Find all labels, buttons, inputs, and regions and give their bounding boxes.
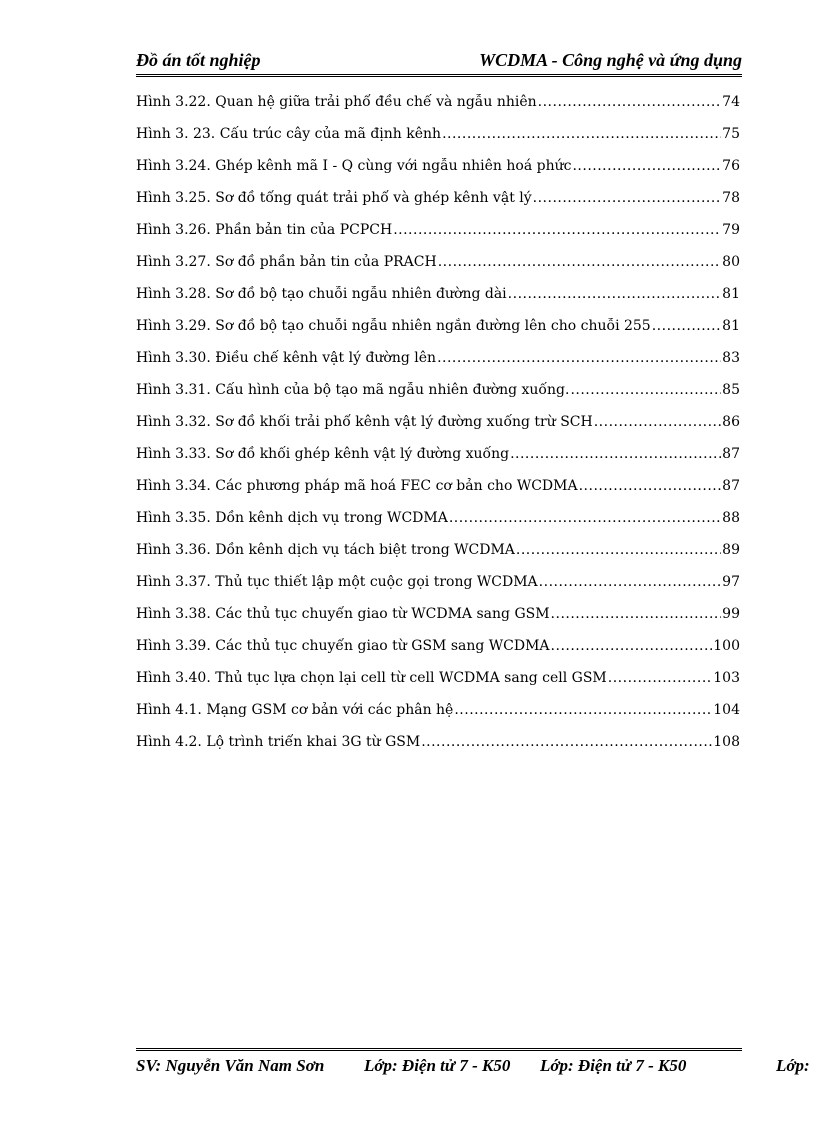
toc-entry-title: Hình 3.31. Cấu hình của bộ tạo mã ngẫu nhiên đường xuống. (136, 382, 570, 398)
toc-leader-dots (539, 574, 722, 590)
toc-entry-page: 86 (722, 414, 740, 430)
toc-entry-title: Hình 3.40. Thủ tục lựa chọn lại cell từ cell WCDMA sang cell GSM (136, 670, 607, 686)
toc-entry-title: Hình 3.24. Ghép kênh mã I - Q cùng với ngẫu nhiên hoá phức (136, 158, 572, 174)
footer-class: Lớp: Điện tử 7 - K50 (540, 1056, 687, 1075)
toc-leader-dots (652, 318, 721, 334)
toc-entry[interactable] (136, 382, 740, 414)
footer-student-name: SV: Nguyễn Văn Nam Sơn (136, 1056, 325, 1075)
toc-leader-dots (510, 446, 721, 462)
toc-entry-page: 80 (722, 254, 740, 270)
toc-entry-title: Hình 3. 23. Cấu trúc cây của mã định kênh (136, 126, 442, 142)
toc-entry-page: 103 (713, 670, 740, 686)
toc-entry[interactable] (136, 158, 740, 190)
toc-leader-dots (538, 94, 722, 110)
toc-entry[interactable] (136, 734, 740, 766)
toc-entry[interactable] (136, 318, 740, 350)
toc-entry[interactable] (136, 126, 740, 158)
toc-leader-dots (449, 510, 721, 526)
toc-entry[interactable] (136, 542, 740, 574)
toc-entry-page: 104 (713, 702, 740, 718)
toc-entry[interactable] (136, 414, 740, 446)
toc-leader-dots (421, 734, 712, 750)
toc-leader-dots (438, 254, 721, 270)
toc-entry-page: 100 (713, 638, 740, 654)
toc-leader-dots (570, 382, 721, 398)
toc-leader-dots (508, 286, 722, 302)
footer-class: Lớp: Điện tử 7 - K50 (364, 1056, 511, 1075)
toc-entry-title: Hình 3.39. Các thủ tục chuyển giao từ GSM sang WCDMA (136, 638, 550, 654)
toc-entry-title: Hình 3.30. Điều chế kênh vật lý đường lên (136, 350, 437, 366)
toc-leader-dots (579, 478, 722, 494)
header-title-right: WCDMA - Công nghệ và ứng dụng (479, 50, 742, 70)
toc-entry-page: 76 (722, 158, 740, 174)
toc-entry[interactable] (136, 606, 740, 638)
page-header (136, 48, 742, 77)
toc-entry-page: 81 (722, 318, 740, 334)
toc-entry[interactable] (136, 286, 740, 318)
toc-entry-page: 87 (722, 446, 740, 462)
toc-entry-title: Hình 3.32. Sơ đồ khối trải phổ kênh vật lý đường xuống trừ SCH (136, 414, 593, 430)
toc-leader-dots (454, 702, 712, 718)
toc-entry[interactable] (136, 638, 740, 670)
toc-entry-title: Hình 3.22. Quan hệ giữa trải phổ đều chế và ngẫu nhiên (136, 94, 537, 110)
toc-entry[interactable] (136, 254, 740, 286)
table-of-figures (136, 94, 740, 766)
toc-entry-page: 108 (713, 734, 740, 750)
toc-leader-dots (551, 606, 722, 622)
toc-entry-page: 81 (722, 286, 740, 302)
footer-rule (136, 1048, 742, 1054)
toc-entry-page: 97 (722, 574, 740, 590)
toc-entry[interactable] (136, 574, 740, 606)
toc-entry-title: Hình 3.37. Thủ tục thiết lập một cuộc gọi trong WCDMA (136, 574, 538, 590)
toc-entry-page: 74 (722, 94, 740, 110)
toc-entry-page: 85 (722, 382, 740, 398)
page-footer (136, 1048, 816, 1078)
toc-entry-title: Hình 3.26. Phần bản tin của PCPCH (136, 222, 393, 238)
toc-entry-title: Hình 3.27. Sơ đồ phần bản tin của PRACH (136, 254, 437, 270)
toc-leader-dots (516, 542, 721, 558)
toc-entry-title: Hình 3.33. Sơ đồ khối ghép kênh vật lý đường xuống (136, 446, 510, 462)
toc-entry-page: 78 (722, 190, 740, 206)
toc-leader-dots (393, 222, 721, 238)
toc-entry-title: Hình 4.2. Lộ trình triển khai 3G từ GSM (136, 734, 421, 750)
toc-leader-dots (533, 190, 722, 206)
toc-entry-page: 87 (722, 478, 740, 494)
toc-entry[interactable] (136, 446, 740, 478)
toc-entry[interactable] (136, 94, 740, 126)
toc-entry[interactable] (136, 190, 740, 222)
toc-leader-dots (608, 670, 712, 686)
toc-entry-title: Hình 3.34. Các phương pháp mã hoá FEC cơ bản cho WCDMA (136, 478, 578, 494)
toc-leader-dots (572, 158, 721, 174)
header-title-left: Đồ án tốt nghiệp (136, 50, 261, 70)
toc-entry[interactable] (136, 510, 740, 542)
toc-entry-page: 79 (722, 222, 740, 238)
toc-entry[interactable] (136, 222, 740, 254)
toc-entry-page: 99 (722, 606, 740, 622)
toc-entry[interactable] (136, 670, 740, 702)
toc-leader-dots (437, 350, 721, 366)
toc-entry[interactable] (136, 350, 740, 382)
toc-entry-page: 83 (722, 350, 740, 366)
toc-leader-dots (594, 414, 721, 430)
toc-entry-page: 88 (722, 510, 740, 526)
toc-entry-title: Hình 3.25. Sơ đồ tổng quát trải phổ và ghép kênh vật lý (136, 190, 532, 206)
toc-entry[interactable] (136, 478, 740, 510)
toc-entry-page: 89 (722, 542, 740, 558)
toc-leader-dots (442, 126, 721, 142)
toc-entry-page: 75 (722, 126, 740, 142)
toc-entry-title: Hình 3.28. Sơ đồ bộ tạo chuỗi ngẫu nhiên đường dài (136, 286, 507, 302)
toc-entry-title: Hình 3.36. Dồn kênh dịch vụ tách biệt trong WCDMA (136, 542, 515, 558)
footer-class: Lớp: (776, 1056, 810, 1075)
toc-entry-title: Hình 4.1. Mạng GSM cơ bản với các phân hệ (136, 702, 454, 718)
toc-entry-title: Hình 3.35. Dồn kênh dịch vụ trong WCDMA (136, 510, 448, 526)
toc-entry-title: Hình 3.29. Sơ đồ bộ tạo chuỗi ngẫu nhiên ngắn đường lên cho chuỗi 255 (136, 318, 651, 334)
toc-leader-dots (551, 638, 713, 654)
toc-entry-title: Hình 3.38. Các thủ tục chuyển giao từ WCDMA sang GSM (136, 606, 550, 622)
toc-entry[interactable] (136, 702, 740, 734)
